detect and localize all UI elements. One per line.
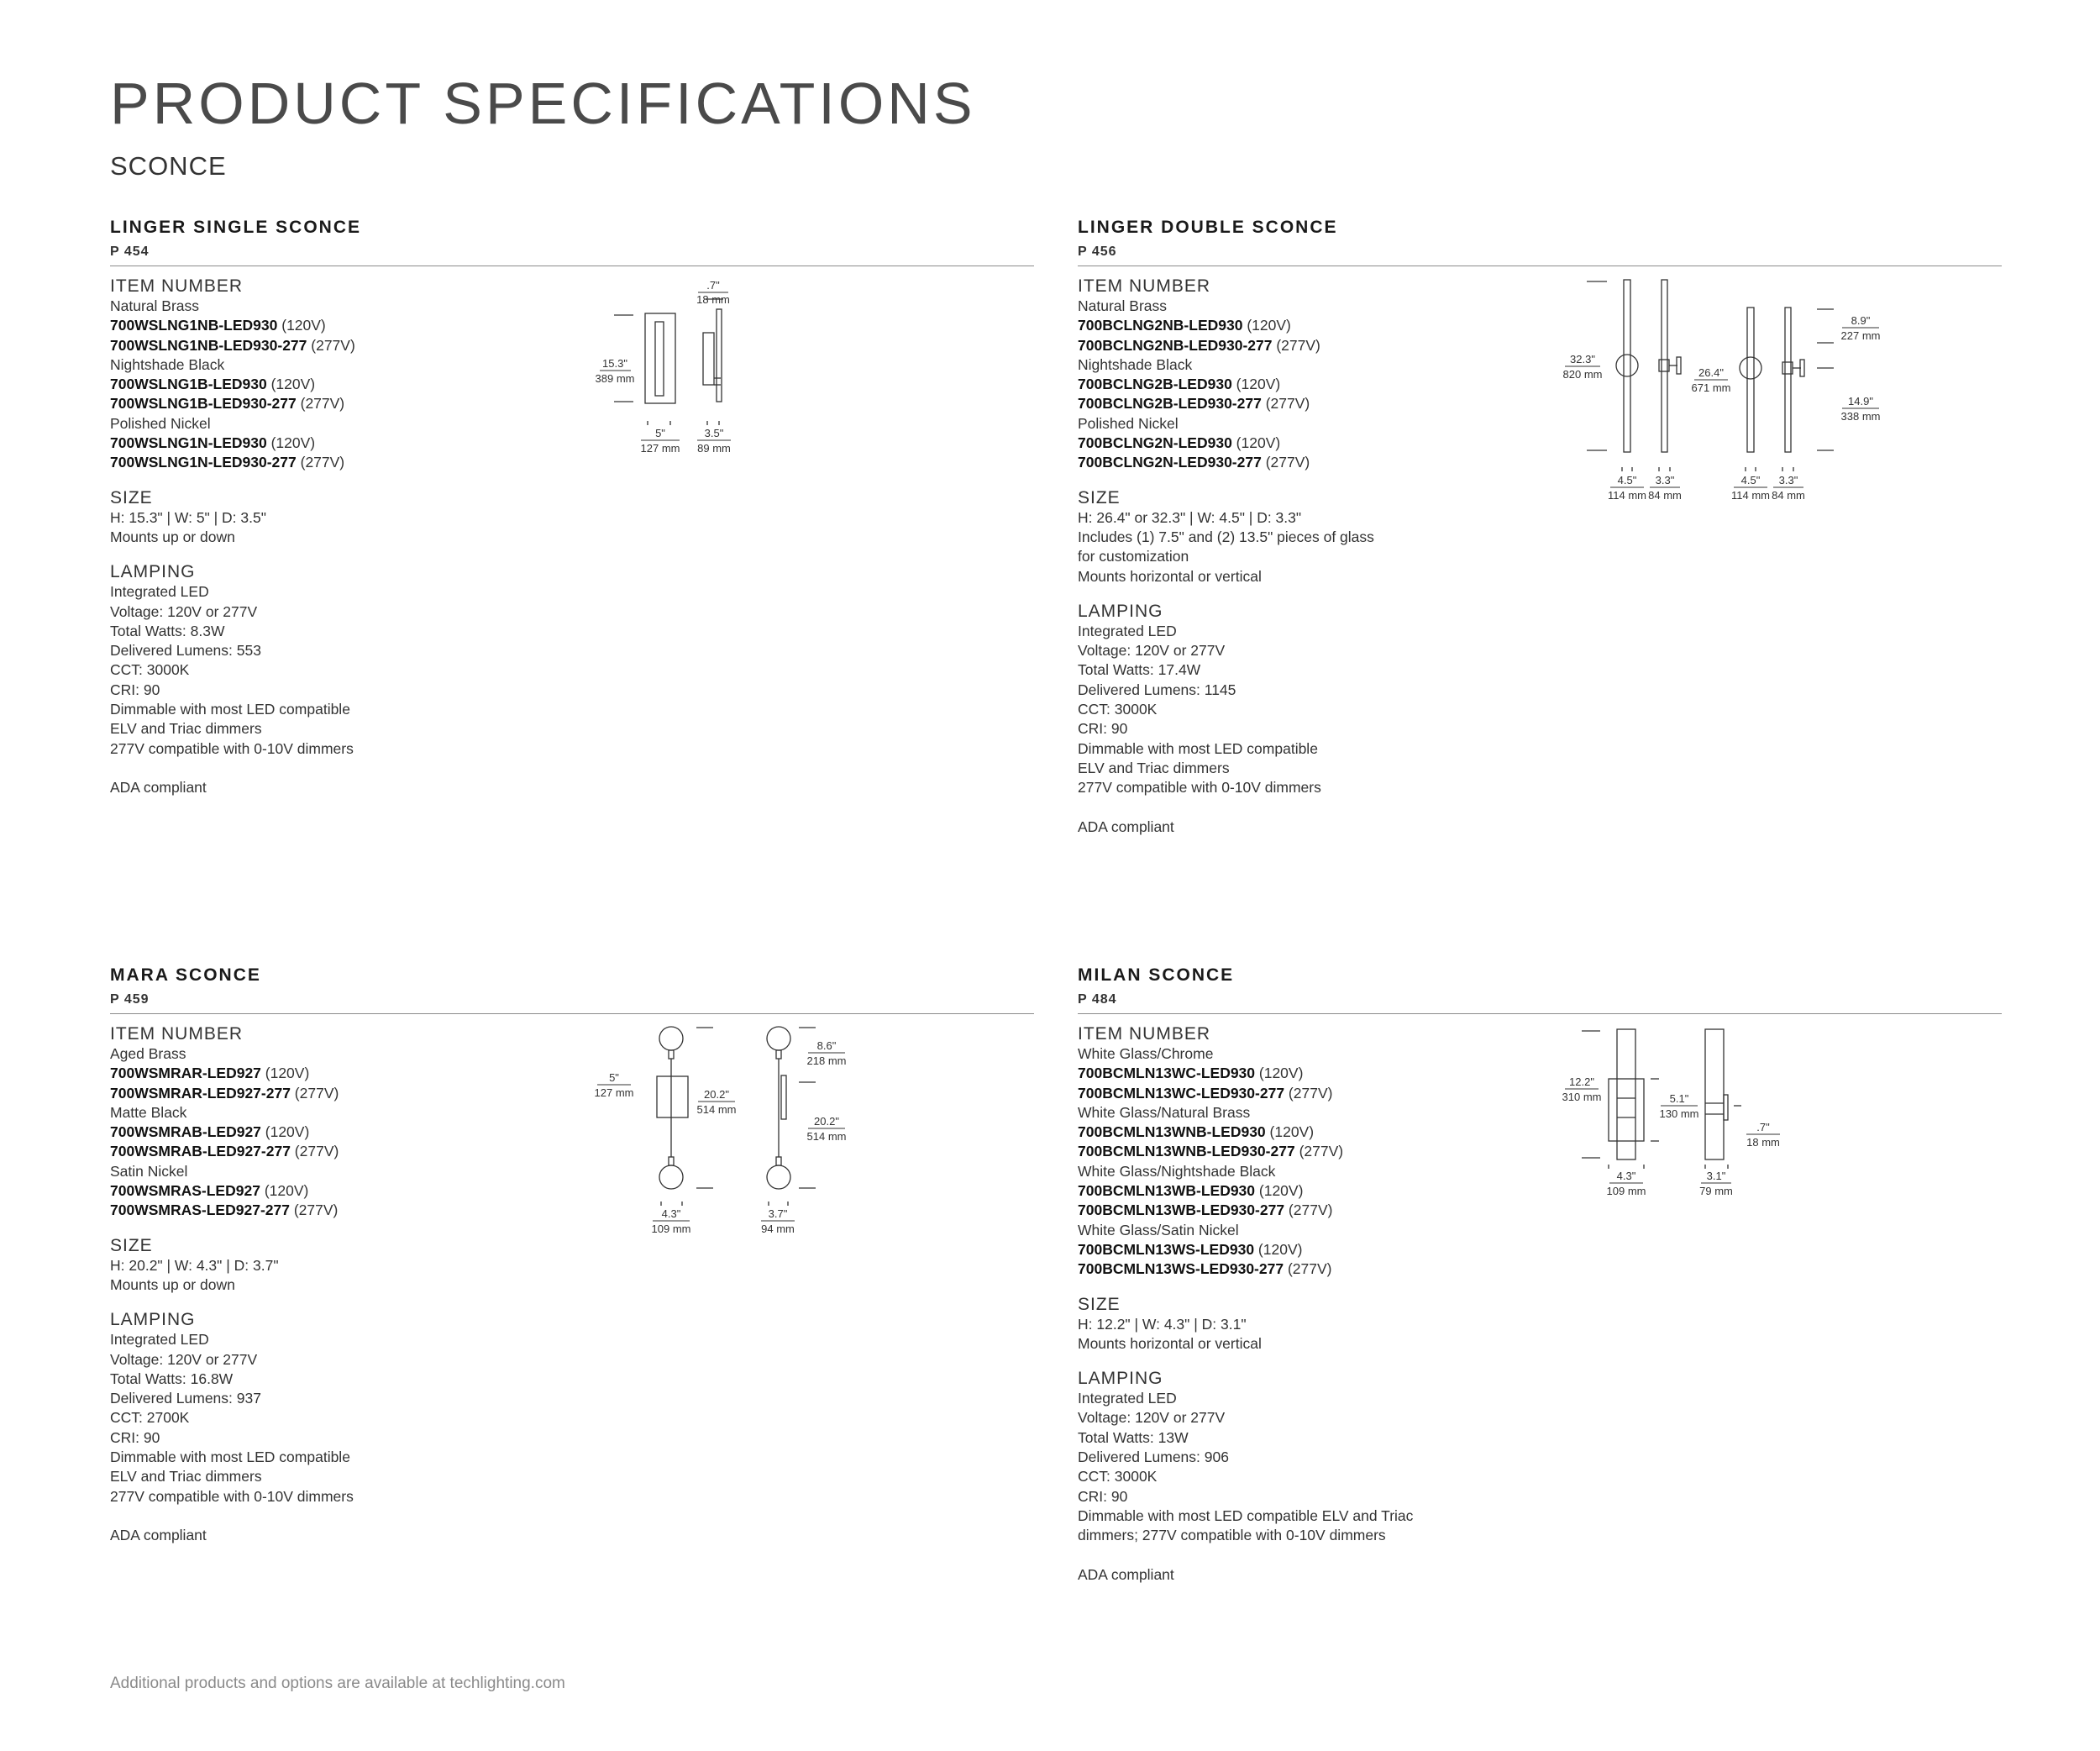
dim-width-in: 5" [655, 427, 665, 439]
item-code: 700WSMRAR-LED927 [110, 1065, 261, 1082]
product-page-ref: P 454 [110, 245, 150, 259]
dim-tall-height-in: 32.3" [1570, 353, 1595, 365]
voltage-suffix: (277V) [296, 454, 345, 471]
size-line: Mounts horizontal or vertical [1078, 567, 1262, 585]
lamping-line: Total Watts: 8.3W [110, 622, 225, 639]
voltage-suffix: (277V) [1272, 336, 1320, 354]
item-code: 700BCMLN13WNB-LED930 [1078, 1123, 1266, 1141]
milan-drawing [1557, 1023, 1809, 1200]
product-page-ref: P 459 [110, 992, 150, 1007]
item-code: 700BCLNG2N-LED930 [1078, 434, 1232, 452]
item-code: 700WSMRAB-LED927 [110, 1123, 261, 1141]
ada-compliance: ADA compliant [1078, 1565, 1174, 1583]
linger-single-drawing [589, 276, 858, 460]
ada-compliance: ADA compliant [110, 778, 207, 796]
dim-lower-in: 14.9" [1848, 395, 1873, 408]
item-code-line [1078, 453, 1599, 472]
dimension-diagram [1557, 276, 1960, 511]
lamping-line: CRI: 90 [1078, 1487, 1128, 1505]
item-code: 700BCMLN13WNB-LED930-277 [1078, 1143, 1295, 1160]
item-code-line [1078, 336, 1599, 355]
dim-width-a-mm: 114 mm [1608, 489, 1646, 502]
product-linger-double [1078, 217, 2002, 835]
product-page-ref: P 484 [1078, 992, 1117, 1007]
spec-column [110, 276, 631, 797]
lamping-line: CCT: 2700K [110, 1409, 190, 1427]
item-code: 700WSLNG1N-LED930 [110, 434, 267, 452]
item-code: 700BCMLN13WS-LED930 [1078, 1240, 1255, 1258]
spacer [1078, 1546, 1599, 1565]
spacer [110, 759, 631, 778]
item-code-line [1078, 1181, 1599, 1201]
dim-upper-mm: 227 mm [1840, 329, 1881, 342]
item-code: 700BCMLN13WC-LED930 [1078, 1065, 1256, 1082]
lamping-line: CCT: 3000K [1078, 701, 1158, 718]
lamping-line: Voltage: 120V or 277V [1078, 1409, 1226, 1427]
lamping-line: Integrated LED [110, 583, 209, 601]
dim-top-side-in: 8.6" [816, 1039, 837, 1052]
lamping-line: ELV and Triac dimmers [110, 720, 262, 738]
dim-top-mm: 18 mm [696, 293, 730, 306]
item-code-line [1078, 1240, 1599, 1259]
lamping-line: Voltage: 120V or 277V [110, 1350, 258, 1368]
voltage-suffix: (120V) [260, 1182, 309, 1200]
spec-column [1078, 276, 1599, 837]
product-page-ref: P 456 [1078, 245, 1117, 259]
dim-depth-b-mm: 84 mm [1772, 489, 1805, 502]
item-code: 700BCLNG2N-LED930-277 [1078, 454, 1262, 471]
item-code: 700BCLNG2NB-LED930-277 [1078, 336, 1273, 354]
dim-width-b-in: 4.5" [1740, 474, 1761, 486]
product-name: MILAN SCONCE [1078, 965, 1235, 985]
lamping-line: CRI: 90 [1078, 720, 1128, 738]
dimension-diagram [1557, 1023, 1809, 1200]
item-code-line [110, 1181, 631, 1201]
lamping-line: Delivered Lumens: 906 [1078, 1449, 1229, 1466]
spec-column [1078, 1023, 1599, 1585]
dim-plate-in: 5" [609, 1071, 619, 1084]
size-line: H: 20.2" | W: 4.3" | D: 3.7" [110, 1256, 279, 1274]
lamping-heading: LAMPING [1078, 1369, 1163, 1389]
item-code-line [1078, 394, 1599, 413]
item-code: 700WSLNG1B-LED930-277 [110, 395, 297, 413]
finish-name: Polished Nickel [110, 414, 211, 432]
lamping-line: 277V compatible with 0-10V dimmers [110, 739, 354, 757]
finish-name: White Glass/Nightshade Black [1078, 1162, 1276, 1180]
voltage-suffix: (120V) [1255, 1182, 1304, 1200]
lamping-line: Dimmable with most LED compatible ELV and Triac [1078, 1506, 1414, 1524]
finish-name: Natural Brass [1078, 297, 1168, 314]
item-number-heading: ITEM NUMBER [1078, 1024, 1210, 1044]
item-code-line [110, 394, 631, 413]
voltage-suffix: (277V) [1261, 454, 1310, 471]
voltage-suffix: (277V) [1284, 1260, 1332, 1278]
voltage-suffix: (120V) [1231, 434, 1281, 452]
item-code-line [110, 434, 631, 453]
item-code-line [1078, 1142, 1599, 1161]
dim-top-in: .7" [706, 279, 720, 292]
dim-width-mm: 127 mm [640, 442, 680, 455]
size-line: Mounts up or down [110, 528, 235, 545]
item-code-line [110, 336, 631, 355]
product-name: LINGER SINGLE SCONCE [110, 218, 362, 237]
dim-width-in: 4.3" [661, 1207, 681, 1220]
dim-width-in: 4.3" [1616, 1170, 1636, 1182]
item-code-line [110, 1142, 631, 1161]
voltage-suffix: (277V) [1284, 1202, 1333, 1219]
product-name: MARA SCONCE [110, 965, 261, 985]
size-line: for customization [1078, 548, 1189, 565]
voltage-suffix: (120V) [1231, 376, 1281, 393]
item-code: 700WSMRAB-LED927-277 [110, 1143, 291, 1160]
divider [110, 1013, 1034, 1014]
finish-name: Aged Brass [110, 1045, 186, 1062]
item-code-line [110, 375, 631, 394]
dim-plate-mm: 130 mm [1659, 1107, 1699, 1120]
voltage-suffix: (120V) [1254, 1240, 1303, 1258]
item-number-heading: ITEM NUMBER [110, 1024, 243, 1044]
size-line: Includes (1) 7.5" and (2) 13.5" pieces of glass [1078, 528, 1374, 545]
voltage-suffix: (120V) [266, 434, 316, 452]
mara-drawing [589, 1023, 858, 1233]
item-code-line [110, 1084, 631, 1103]
lamping-line: Delivered Lumens: 937 [110, 1390, 261, 1407]
item-code: 700WSMRAR-LED927-277 [110, 1084, 291, 1102]
dim-depth-in: 3.7" [768, 1207, 788, 1220]
lamping-line: CRI: 90 [110, 681, 160, 698]
size-line: Mounts horizontal or vertical [1078, 1334, 1262, 1352]
dim-short-height-in: 26.4" [1698, 366, 1724, 379]
product-name: LINGER DOUBLE SCONCE [1078, 218, 1338, 237]
voltage-suffix: (120V) [1265, 1123, 1315, 1141]
lamping-line: CCT: 3000K [1078, 1468, 1158, 1485]
lamping-line: Integrated LED [110, 1331, 209, 1349]
item-code-line [1078, 375, 1599, 394]
item-code: 700BCMLN13WS-LED930-277 [1078, 1260, 1284, 1278]
page-title: PRODUCT SPECIFICATIONS [110, 71, 976, 136]
size-heading: SIZE [1078, 487, 1121, 507]
dim-depth-b-in: 3.3" [1778, 474, 1798, 486]
dim-height-side-in: 20.2" [814, 1115, 839, 1128]
lamping-line: Dimmable with most LED compatible [110, 1449, 350, 1466]
dim-width-a-in: 4.5" [1617, 474, 1637, 486]
spacer [110, 1506, 631, 1526]
finish-name: Natural Brass [110, 297, 200, 314]
size-heading: SIZE [1078, 1294, 1121, 1314]
item-number-heading: ITEM NUMBER [110, 276, 243, 296]
dim-height-front-in: 20.2" [704, 1088, 729, 1101]
item-code-line [1078, 316, 1599, 335]
item-code: 700WSMRAS-LED927-277 [110, 1202, 290, 1219]
lamping-line: CCT: 3000K [110, 661, 190, 679]
footer-note: Additional products and options are available at techlighting.com [110, 1675, 565, 1692]
voltage-suffix: (277V) [290, 1143, 339, 1160]
voltage-suffix: (277V) [1284, 1084, 1333, 1102]
item-code-line [1078, 1259, 1599, 1279]
voltage-suffix: (277V) [1261, 395, 1310, 413]
item-number-heading: ITEM NUMBER [1078, 276, 1210, 296]
product-milan [1078, 965, 2002, 1583]
item-code-line [110, 1064, 631, 1083]
item-code-line [110, 1123, 631, 1142]
lamping-line: Total Watts: 13W [1078, 1428, 1189, 1446]
dimension-diagram [589, 276, 858, 460]
voltage-suffix: (277V) [290, 1084, 339, 1102]
linger-double-drawing [1557, 276, 1960, 511]
dim-height-mm: 310 mm [1562, 1091, 1602, 1103]
item-code: 700BCLNG2B-LED930 [1078, 376, 1232, 393]
item-code-line [1078, 1064, 1599, 1083]
size-heading: SIZE [110, 1235, 153, 1255]
lamping-heading: LAMPING [110, 1310, 196, 1330]
item-code-line [1078, 1123, 1599, 1142]
dim-upper-in: 8.9" [1851, 314, 1871, 327]
lamping-line: Dimmable with most LED compatible [1078, 739, 1318, 757]
lamping-line: Delivered Lumens: 1145 [1078, 681, 1236, 698]
voltage-suffix: (120V) [260, 1123, 310, 1141]
finish-name: White Glass/Natural Brass [1078, 1103, 1251, 1121]
lamping-line: Voltage: 120V or 277V [1078, 642, 1226, 660]
item-code: 700WSMRAS-LED927 [110, 1182, 260, 1200]
dim-height-in: 15.3" [602, 357, 627, 370]
voltage-suffix: (277V) [289, 1202, 339, 1219]
size-line: H: 26.4" or 32.3" | W: 4.5" | D: 3.3" [1078, 508, 1302, 526]
dim-plate-mm: 127 mm [594, 1086, 634, 1099]
spacer [1078, 798, 1599, 818]
item-code: 700WSLNG1N-LED930-277 [110, 454, 297, 471]
lamping-line: dimmers; 277V compatible with 0-10V dimmers [1078, 1527, 1386, 1544]
dim-width-mm: 109 mm [1606, 1185, 1646, 1197]
product-linger-single [110, 217, 1034, 796]
dim-plate-in: 5.1" [1669, 1092, 1689, 1105]
dim-width-mm: 109 mm [651, 1223, 691, 1235]
lamping-heading: LAMPING [1078, 601, 1163, 621]
item-code: 700WSLNG1NB-LED930-277 [110, 336, 307, 354]
dim-depth-a-mm: 84 mm [1648, 489, 1682, 502]
section-title: SCONCE [110, 151, 227, 181]
dim-width-b-mm: 114 mm [1731, 489, 1770, 502]
dim-short-height-mm: 671 mm [1691, 381, 1731, 394]
voltage-suffix: (120V) [266, 376, 316, 393]
dim-depth-mm: 79 mm [1699, 1185, 1733, 1197]
voltage-suffix: (120V) [260, 1065, 310, 1082]
dim-tall-height-mm: 820 mm [1562, 368, 1603, 381]
size-heading: SIZE [110, 487, 153, 507]
item-code: 700BCMLN13WC-LED930-277 [1078, 1084, 1285, 1102]
dim-height-mm: 389 mm [595, 372, 635, 385]
ada-compliance: ADA compliant [1078, 818, 1174, 835]
item-code-line [110, 1201, 631, 1220]
lamping-line: ELV and Triac dimmers [110, 1468, 262, 1485]
item-code: 700WSLNG1NB-LED930 [110, 317, 278, 334]
dim-arm-mm: 18 mm [1746, 1136, 1780, 1149]
lamping-line: Dimmable with most LED compatible [110, 701, 350, 718]
item-code-line [110, 453, 631, 472]
dim-depth-in: 3.5" [704, 427, 724, 439]
finish-name: Nightshade Black [110, 355, 225, 373]
lamping-line: Delivered Lumens: 553 [110, 642, 261, 660]
size-line: H: 15.3" | W: 5" | D: 3.5" [110, 508, 266, 526]
finish-name: Polished Nickel [1078, 414, 1179, 432]
dim-height-side-mm: 514 mm [806, 1130, 847, 1143]
dim-arm-in: .7" [1756, 1121, 1770, 1133]
dim-top-side-mm: 218 mm [806, 1054, 847, 1067]
lamping-line: Integrated LED [1078, 1390, 1177, 1407]
divider [1078, 1013, 2002, 1014]
voltage-suffix: (120V) [1242, 317, 1291, 334]
item-code: 700BCMLN13WB-LED930 [1078, 1182, 1256, 1200]
item-code-line [110, 316, 631, 335]
product-mara [110, 965, 1034, 1543]
ada-compliance: ADA compliant [110, 1526, 207, 1543]
voltage-suffix: (120V) [1255, 1065, 1304, 1082]
lamping-line: Integrated LED [1078, 622, 1177, 639]
lamping-line: ELV and Triac dimmers [1078, 759, 1230, 776]
item-code: 700WSLNG1B-LED930 [110, 376, 267, 393]
voltage-suffix: (120V) [277, 317, 326, 334]
dim-lower-mm: 338 mm [1840, 410, 1881, 423]
finish-name: White Glass/Satin Nickel [1078, 1221, 1239, 1238]
lamping-line: 277V compatible with 0-10V dimmers [1078, 779, 1321, 797]
lamping-heading: LAMPING [110, 562, 196, 582]
item-code: 700BCLNG2NB-LED930 [1078, 317, 1243, 334]
item-code: 700BCLNG2B-LED930-277 [1078, 395, 1262, 413]
size-line: Mounts up or down [110, 1275, 235, 1293]
lamping-line: Total Watts: 17.4W [1078, 661, 1201, 679]
item-code-line [1078, 1201, 1599, 1220]
finish-name: Satin Nickel [110, 1162, 188, 1180]
lamping-line: Total Watts: 16.8W [110, 1370, 234, 1387]
item-code: 700BCMLN13WB-LED930-277 [1078, 1202, 1285, 1219]
dim-depth-a-in: 3.3" [1655, 474, 1675, 486]
finish-name: Nightshade Black [1078, 355, 1193, 373]
dim-depth-in: 3.1" [1706, 1170, 1726, 1182]
voltage-suffix: (277V) [1294, 1143, 1344, 1160]
dimension-diagram [589, 1023, 858, 1233]
lamping-line: 277V compatible with 0-10V dimmers [110, 1487, 354, 1505]
finish-name: Matte Black [110, 1103, 187, 1121]
dim-depth-mm: 89 mm [697, 442, 731, 455]
item-code-line [1078, 1084, 1599, 1103]
dim-depth-mm: 94 mm [761, 1223, 795, 1235]
voltage-suffix: (277V) [307, 336, 355, 354]
finish-name: White Glass/Chrome [1078, 1045, 1214, 1062]
item-code-line [1078, 434, 1599, 453]
voltage-suffix: (277V) [296, 395, 345, 413]
size-line: H: 12.2" | W: 4.3" | D: 3.1" [1078, 1315, 1247, 1333]
dim-height-in: 12.2" [1569, 1075, 1594, 1088]
lamping-line: CRI: 90 [110, 1428, 160, 1446]
spec-column [110, 1023, 631, 1545]
lamping-line: Voltage: 120V or 277V [110, 602, 258, 620]
dim-height-front-mm: 514 mm [696, 1103, 737, 1116]
